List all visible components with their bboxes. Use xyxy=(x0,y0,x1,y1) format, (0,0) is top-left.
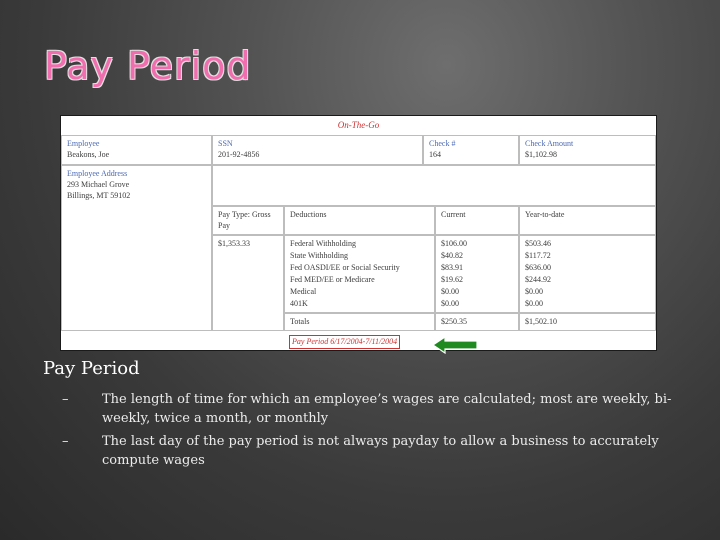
deduction-item: 401K xyxy=(290,299,308,308)
bullet-item xyxy=(62,432,672,470)
current-amount: $83.91 xyxy=(441,263,463,272)
employee-cell xyxy=(61,135,212,165)
address-line-1: 293 Michael Grove xyxy=(67,180,130,189)
address-line-2: Billings, MT 59102 xyxy=(67,191,131,200)
bullet-dash: – xyxy=(62,392,69,407)
ytd-amount: $0.00 xyxy=(525,287,543,296)
deduction-item: Medical xyxy=(290,287,317,296)
pay-type-label: Pay Type: Gross Pay xyxy=(218,210,271,230)
current-list xyxy=(435,235,519,313)
slide-title: Pay Period xyxy=(44,44,252,88)
ytd-header xyxy=(519,206,656,235)
ssn-cell xyxy=(212,135,423,165)
left-arrow-icon xyxy=(432,336,478,354)
totals-current-cell xyxy=(435,313,519,331)
ytd-amount: $503.46 xyxy=(525,239,551,248)
current-header xyxy=(435,206,519,235)
bullet-dash: – xyxy=(62,434,69,449)
gross-pay-value: $1,353.33 xyxy=(218,239,250,248)
bullet-text: The length of time for which an employee’s wages are calculated; most are weekly, bi-weekly, twice a month, or monthly xyxy=(102,392,672,426)
deduction-item: Fed OASDI/EE or Social Security xyxy=(290,263,400,272)
pay-period-range: Pay Period 6/17/2004-7/11/2004 xyxy=(289,335,400,349)
bullet-text: The last day of the pay period is not always payday to allow a business to accurately compute wages xyxy=(102,434,659,468)
address-label: Employee Address xyxy=(67,169,128,178)
pay-period-row xyxy=(61,331,656,351)
ytd-amount: $244.92 xyxy=(525,275,551,284)
totals-current: $250.35 xyxy=(441,317,467,326)
bullet-list xyxy=(62,390,672,474)
address-spacer-cell xyxy=(212,165,656,206)
totals-label: Totals xyxy=(290,317,310,326)
gross-pay-cell xyxy=(212,235,284,331)
ytd-amount: $117.72 xyxy=(525,251,551,260)
deduction-item: Fed MED/EE or Medicare xyxy=(290,275,375,284)
ytd-amount: $0.00 xyxy=(525,299,543,308)
address-cell xyxy=(61,165,212,331)
deduction-item: State Withholding xyxy=(290,251,348,260)
ytd-label: Year-to-date xyxy=(525,210,565,219)
check-number-value: 164 xyxy=(429,150,441,159)
current-amount: $40.82 xyxy=(441,251,463,260)
check-amount-value: $1,102.98 xyxy=(525,150,557,159)
deductions-list xyxy=(284,235,435,313)
check-amount-cell xyxy=(519,135,656,165)
current-label: Current xyxy=(441,210,466,219)
section-heading: Pay Period xyxy=(43,358,140,379)
ytd-list xyxy=(519,235,656,313)
current-amount: $0.00 xyxy=(441,299,459,308)
current-amount: $0.00 xyxy=(441,287,459,296)
deductions-label: Deductions xyxy=(290,210,327,219)
ssn-value: 201-92-4856 xyxy=(218,150,260,159)
bullet-item xyxy=(62,390,672,428)
totals-label-cell xyxy=(284,313,435,331)
pay-stub xyxy=(60,115,657,351)
employee-label: Employee xyxy=(67,139,100,148)
deduction-item: Federal Withholding xyxy=(290,239,356,248)
pay-type-header xyxy=(212,206,284,235)
current-amount: $19.62 xyxy=(441,275,463,284)
check-number-label: Check # xyxy=(429,139,456,148)
totals-ytd: $1,502.10 xyxy=(525,317,557,326)
employee-value: Beakons, Joe xyxy=(67,150,110,159)
company-name: On-The-Go xyxy=(337,120,380,130)
ssn-label: SSN xyxy=(218,139,233,148)
deductions-header xyxy=(284,206,435,235)
check-number-cell xyxy=(423,135,519,165)
ytd-amount: $636.00 xyxy=(525,263,551,272)
current-amount: $106.00 xyxy=(441,239,467,248)
check-amount-label: Check Amount xyxy=(525,139,574,148)
totals-ytd-cell xyxy=(519,313,656,331)
